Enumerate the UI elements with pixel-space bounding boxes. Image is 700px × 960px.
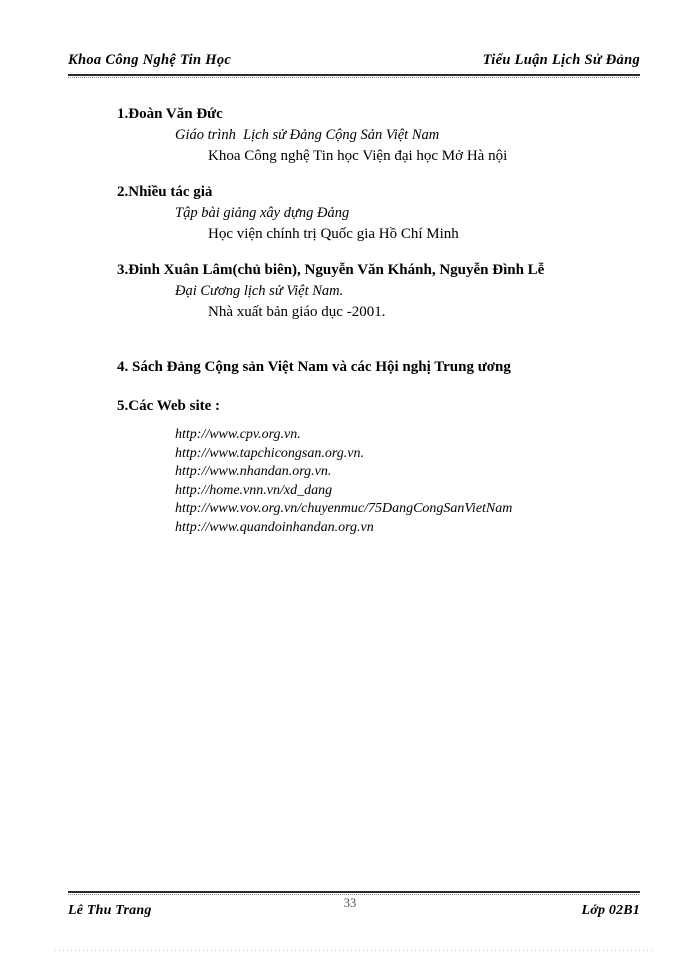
header-document-title: Tiểu Luận Lịch Sử Đảng — [482, 52, 640, 68]
footer-class-name: Lớp 02B1 — [581, 903, 640, 918]
reference-item-4: 4. Sách Đảng Cộng sản Việt Nam và các Hội nghị Trung ương — [117, 359, 511, 375]
header-divider-thick — [68, 74, 640, 76]
reference-title: Đại Cương lịch sử Việt Nam. — [175, 283, 344, 299]
footer-student-name: Lê Thu Trang — [68, 903, 152, 918]
reference-item-5: 5.Các Web site : — [117, 398, 221, 414]
website-url: http://www.vov.org.vn/chuyenmuc/75DangCongSanVietNam — [175, 501, 513, 516]
reference-entry — [0, 182, 700, 245]
reference-author: 3.Đinh Xuân Lâm(chủ biên), Nguyễn Văn Khánh, Nguyễn Đình Lễ — [117, 262, 545, 278]
footer-divider-thin — [68, 894, 640, 895]
header-faculty-name: Khoa Công Nghệ Tin Học — [68, 52, 232, 68]
spacer — [0, 338, 700, 357]
footer-divider — [68, 891, 640, 895]
reference-publisher: Nhà xuất bản giáo dục -2001. — [208, 304, 386, 320]
website-url: http://www.nhandan.org.vn. — [175, 464, 332, 479]
website-url: http://www.cpv.org.vn. — [175, 427, 301, 442]
reference-entry — [0, 104, 700, 167]
reference-title: Tập bài giảng xây dựng Đảng — [175, 205, 350, 221]
reference-publisher: Học viện chính trị Quốc gia Hồ Chí Minh — [208, 226, 459, 242]
page-number: 33 — [343, 896, 357, 910]
reference-author: 1.Đoàn Văn Đức — [117, 106, 223, 122]
header-divider — [68, 74, 640, 78]
website-url: http://www.quandoinhandan.org.vn — [175, 519, 374, 535]
footer-divider-thick — [68, 891, 640, 893]
reference-author: 2.Nhiều tác giả — [117, 184, 213, 200]
page-footer — [68, 903, 640, 925]
scan-edge-artifact — [55, 950, 655, 951]
website-list — [175, 426, 700, 537]
website-url: http://home.vnn.vn/xd_dang — [175, 482, 333, 498]
reference-title: Giáo trình Lịch sử Đảng Cộng Sản Việt Nam — [175, 127, 440, 143]
reference-entry — [0, 260, 700, 323]
header-divider-thin — [68, 77, 640, 78]
references-list — [0, 104, 700, 537]
spacer — [0, 378, 700, 396]
reference-publisher: Khoa Công nghệ Tin học Viện đại học Mở Hà nội — [208, 148, 508, 164]
website-url: http://www.tapchicongsan.org.vn. — [175, 445, 364, 461]
